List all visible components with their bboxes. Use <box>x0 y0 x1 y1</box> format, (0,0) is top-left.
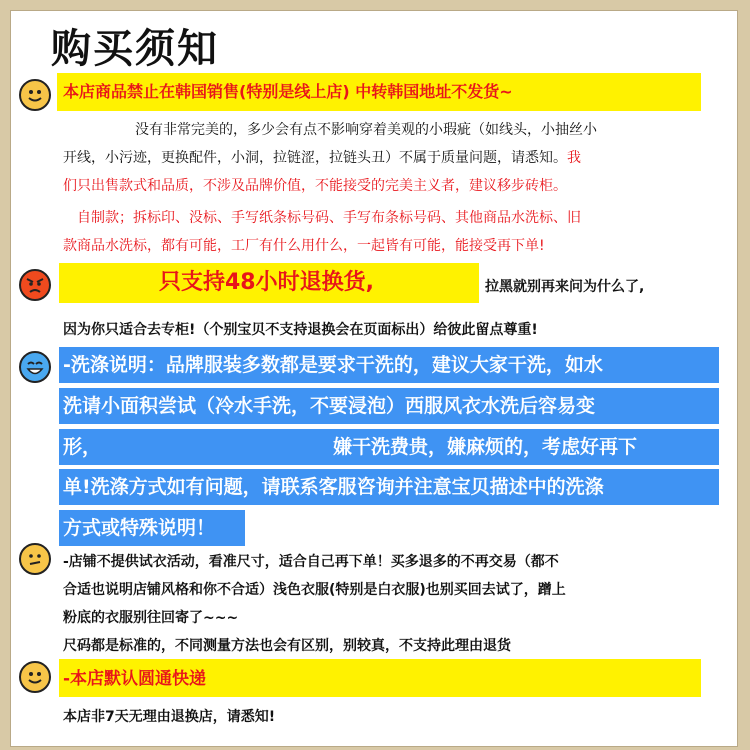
angry-face-icon <box>19 269 51 301</box>
flaws-line-2-red: 我 <box>567 150 581 166</box>
self-made-line-1: 自制款；拆标印、没标、手写纸条标号码、手写布条标号码、其他商品水洗标、旧 <box>77 210 581 226</box>
self-made-line-2: 款商品水洗标，都有可能，工厂有什么用什么，一起皆有可能，能接受再下单! <box>63 238 545 254</box>
flaws-line-2 <box>63 144 581 172</box>
washing-line-1: -洗涤说明：品牌服装多数都是要求干洗的，建议大家干洗，如水 <box>63 354 603 376</box>
washing-line-5: 方式或特殊说明！ <box>63 517 216 539</box>
returns-headline: 只支持48小时退换货, <box>159 270 374 295</box>
smiley-face-icon <box>19 79 51 111</box>
notice-card <box>10 10 738 747</box>
fitting-line-2: 合适也说明店铺风格和你不合适）浅色衣服(特别是白衣服)也别买回去试了，蹭上 <box>63 582 566 598</box>
korea-notice: 本店商品禁止在韩国销售(特别是线上店) 中转韩国地址不发货~ <box>63 82 513 101</box>
smiley-face-icon <box>19 661 51 693</box>
doubtful-face-icon <box>19 543 51 575</box>
returns-line-2: 因为你只适合去专柜!（个别宝贝不支持退换会在页面标出）给彼此留点尊重! <box>63 322 538 338</box>
flaws-line-3: 们只出售款式和品质，不涉及品牌价值，不能接受的完美主义者，建议移步砖柜。 <box>63 178 567 194</box>
fitting-line-1: -店铺不提供试衣活动，看准尺寸，适合自己再下单！买多退多的不再交易（都不 <box>63 554 559 570</box>
returns-tail: 拉黑就别再来问为什么了, <box>485 279 645 295</box>
washing-line-4: 单!洗涤方式如有问题，请联系客服咨询并注意宝贝描述中的洗涤 <box>63 476 604 498</box>
fitting-line-3: 粉底的衣服别往回寄了~~~ <box>63 610 239 626</box>
washing-line-3a: 形， <box>63 436 102 458</box>
flaws-line-1: 没有非常完美的，多少会有点不影响穿着美观的小瑕疵（如线头，小抽丝小 <box>135 122 597 138</box>
no-return-note: 本店非7天无理由退换店，请悉知! <box>63 709 276 725</box>
fitting-line-4: 尺码都是标准的，不同测量方法也会有区别，别较真，不支持此理由退货 <box>63 638 511 654</box>
blue-grin-face-icon <box>19 351 51 383</box>
flaws-line-2-text: 开线，小污迹，更换配件，小洞，拉链涩，拉链头丑）不属于质量问题，请悉知。 <box>63 150 567 166</box>
washing-line-3b: 嫌干洗费贵，嫌麻烦的，考虑好再下 <box>333 436 638 458</box>
page-title: 购买须知 <box>51 26 219 72</box>
washing-line-2: 洗请小面积尝试（冷水手洗，不要浸泡）西服风衣水洗后容易变 <box>63 395 596 417</box>
shipping-label: -本店默认圆通快递 <box>63 669 207 689</box>
